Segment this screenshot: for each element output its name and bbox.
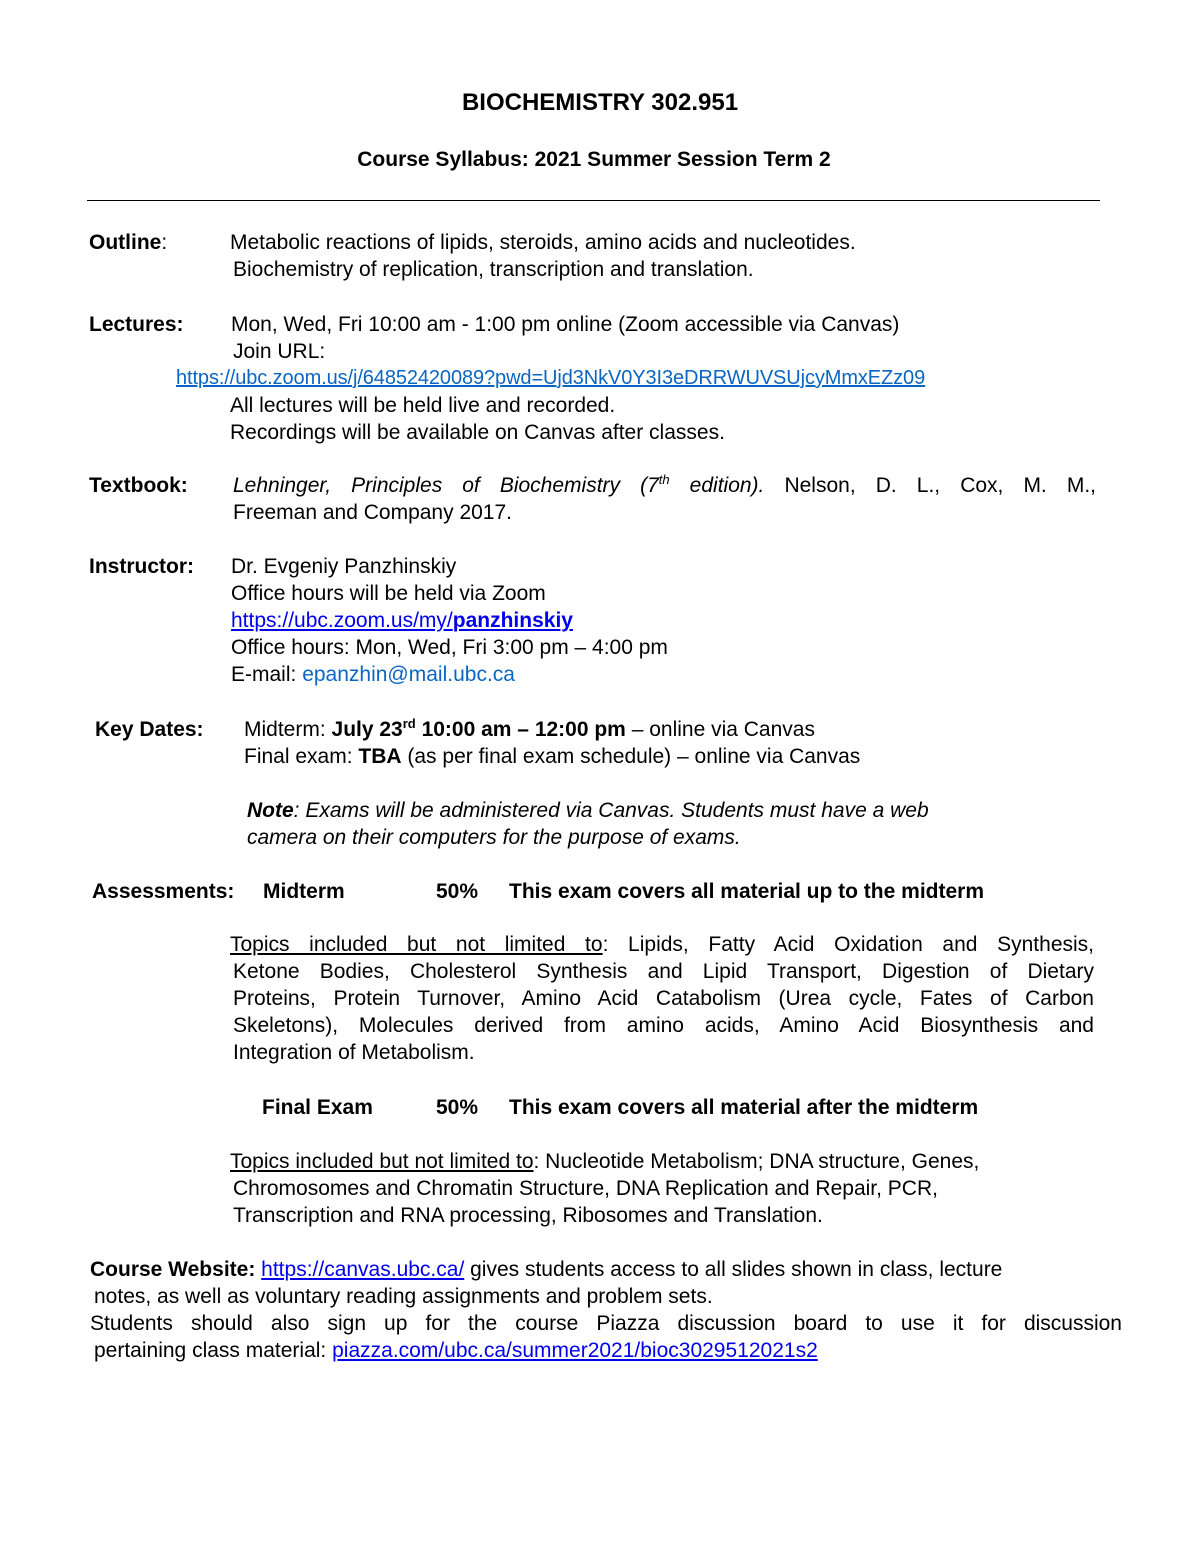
midterm-weight: 50% xyxy=(436,880,479,903)
instructor-email-link[interactable]: epanzhin@mail.ubc.ca xyxy=(302,663,515,686)
textbook-authors: Nelson, D. L., Cox, M. M., xyxy=(764,474,1096,497)
outline-colon: : xyxy=(161,231,168,254)
canvas-link[interactable]: https://canvas.ubc.ca/ xyxy=(261,1258,465,1281)
midterm-topics-line-3: Proteins, Protein Turnover, Amino Acid Catabolism (Urea cycle, Fates of Carbon xyxy=(233,987,1094,1010)
midterm-topics-line-5: Integration of Metabolism. xyxy=(233,1041,475,1064)
header-divider xyxy=(87,200,1100,201)
office-hours-note: Office hours will be held via Zoom xyxy=(231,582,546,605)
midterm-topics-line-2: Ketone Bodies, Cholesterol Synthesis and Lipid Transport, Digestion of Dietary xyxy=(233,960,1094,983)
exam-note-line-2: camera on their computers for the purpose of exams. xyxy=(247,826,741,849)
final-exam-description: This exam covers all material after the midterm xyxy=(509,1096,979,1119)
office-hours-time: Office hours: Mon, Wed, Fri 3:00 pm – 4:00 pm xyxy=(231,636,668,659)
website-label: Course Website: xyxy=(90,1258,256,1281)
final-tba: TBA xyxy=(358,745,402,768)
lectures-schedule: Mon, Wed, Fri 10:00 am - 1:00 pm online (Zoom accessible via Canvas) xyxy=(231,313,900,336)
lectures-note-recordings: Recordings will be available on Canvas after classes. xyxy=(230,421,725,444)
instructor-label: Instructor: xyxy=(89,555,194,578)
textbook-title: Lehninger, Principles of Biochemistry (7th edition). xyxy=(233,472,765,497)
final-topics-line-3: Transcription and RNA processing, Ribosomes and Translation. xyxy=(233,1204,823,1227)
final-date-row: Final exam: TBA (as per final exam schedule) – online via Canvas xyxy=(244,745,861,768)
textbook-publisher: Freeman and Company 2017. xyxy=(233,501,512,524)
email-label: E-mail: xyxy=(231,663,303,686)
midterm-topics-line-1: Topics included but not limited to: Lipids, Fatty Acid Oxidation and Synthesis, xyxy=(230,933,1094,956)
textbook-label: Textbook: xyxy=(89,474,188,497)
website-line-2: notes, as well as voluntary reading assignments and problem sets. xyxy=(94,1285,713,1308)
website-line-1: Course Website: https://canvas.ubc.ca/ gives students access to all slides shown in class, lecture xyxy=(90,1258,1003,1281)
piazza-link[interactable]: piazza.com/ubc.ca/summer2021/bioc3029512021s2 xyxy=(332,1339,818,1362)
outline-label: Outline xyxy=(89,231,162,254)
assessments-label: Assessments: xyxy=(92,880,235,903)
outline-line-1: Metabolic reactions of lipids, steroids, amino acids and nucleotides. xyxy=(230,231,856,254)
midterm-date: July 23rd 10:00 am – 12:00 pm xyxy=(331,716,626,741)
final-topics-line-2: Chromosomes and Chromatin Structure, DNA Replication and Repair, PCR, xyxy=(233,1177,938,1200)
instructor-email-row xyxy=(231,661,515,688)
outline-line-2: Biochemistry of replication, transcription and translation. xyxy=(233,258,754,281)
midterm-description: This exam covers all material up to the midterm xyxy=(509,880,984,903)
lectures-join-label: Join URL: xyxy=(233,340,326,363)
midterm-date-row: Midterm: July 23rd 10:00 am – 12:00 pm – online via Canvas xyxy=(244,716,815,741)
piazza-line-1: Students should also sign up for the course Piazza discussion board to use it for discussion xyxy=(90,1312,1122,1335)
outline-label-row xyxy=(89,229,167,256)
piazza-line-2: pertaining class material: piazza.com/ubc.ca/summer2021/bioc3029512021s2 xyxy=(94,1339,818,1362)
final-exam-name: Final Exam xyxy=(262,1096,373,1119)
midterm-name: Midterm xyxy=(263,880,345,903)
midterm-topics xyxy=(230,931,1094,1066)
lectures-note-live: All lectures will be held live and recorded. xyxy=(230,394,616,417)
instructor-name: Dr. Evgeniy Panzhinskiy xyxy=(231,555,457,578)
midterm-topics-line-4: Skeletons), Molecules derived from amino acids, Amino Acid Biosynthesis and xyxy=(233,1014,1094,1037)
page-title: BIOCHEMISTRY 302.951 xyxy=(461,89,739,116)
note-label: Note xyxy=(247,799,294,822)
key-dates-label: Key Dates: xyxy=(95,718,204,741)
exam-note: Note: Exams will be administered via Canvas. Students must have a web xyxy=(247,799,929,822)
final-topics-line-1: Topics included but not limited to: Nucleotide Metabolism; DNA structure, Genes, xyxy=(230,1150,980,1173)
textbook-line-1 xyxy=(233,472,1096,499)
final-exam-weight: 50% xyxy=(436,1096,479,1119)
instructor-zoom-link[interactable]: https://ubc.zoom.us/my/panzhinskiy xyxy=(231,609,573,632)
zoom-join-link[interactable]: https://ubc.zoom.us/j/64852420089?pwd=Ujd3NkV0Y3I3eDRRWUVSUjcyMmxEZz09 xyxy=(176,367,926,389)
lectures-label: Lectures: xyxy=(89,313,184,336)
piazza-paragraph xyxy=(90,1310,1122,1337)
page-subtitle: Course Syllabus: 2021 Summer Session Term 2 xyxy=(357,148,831,171)
